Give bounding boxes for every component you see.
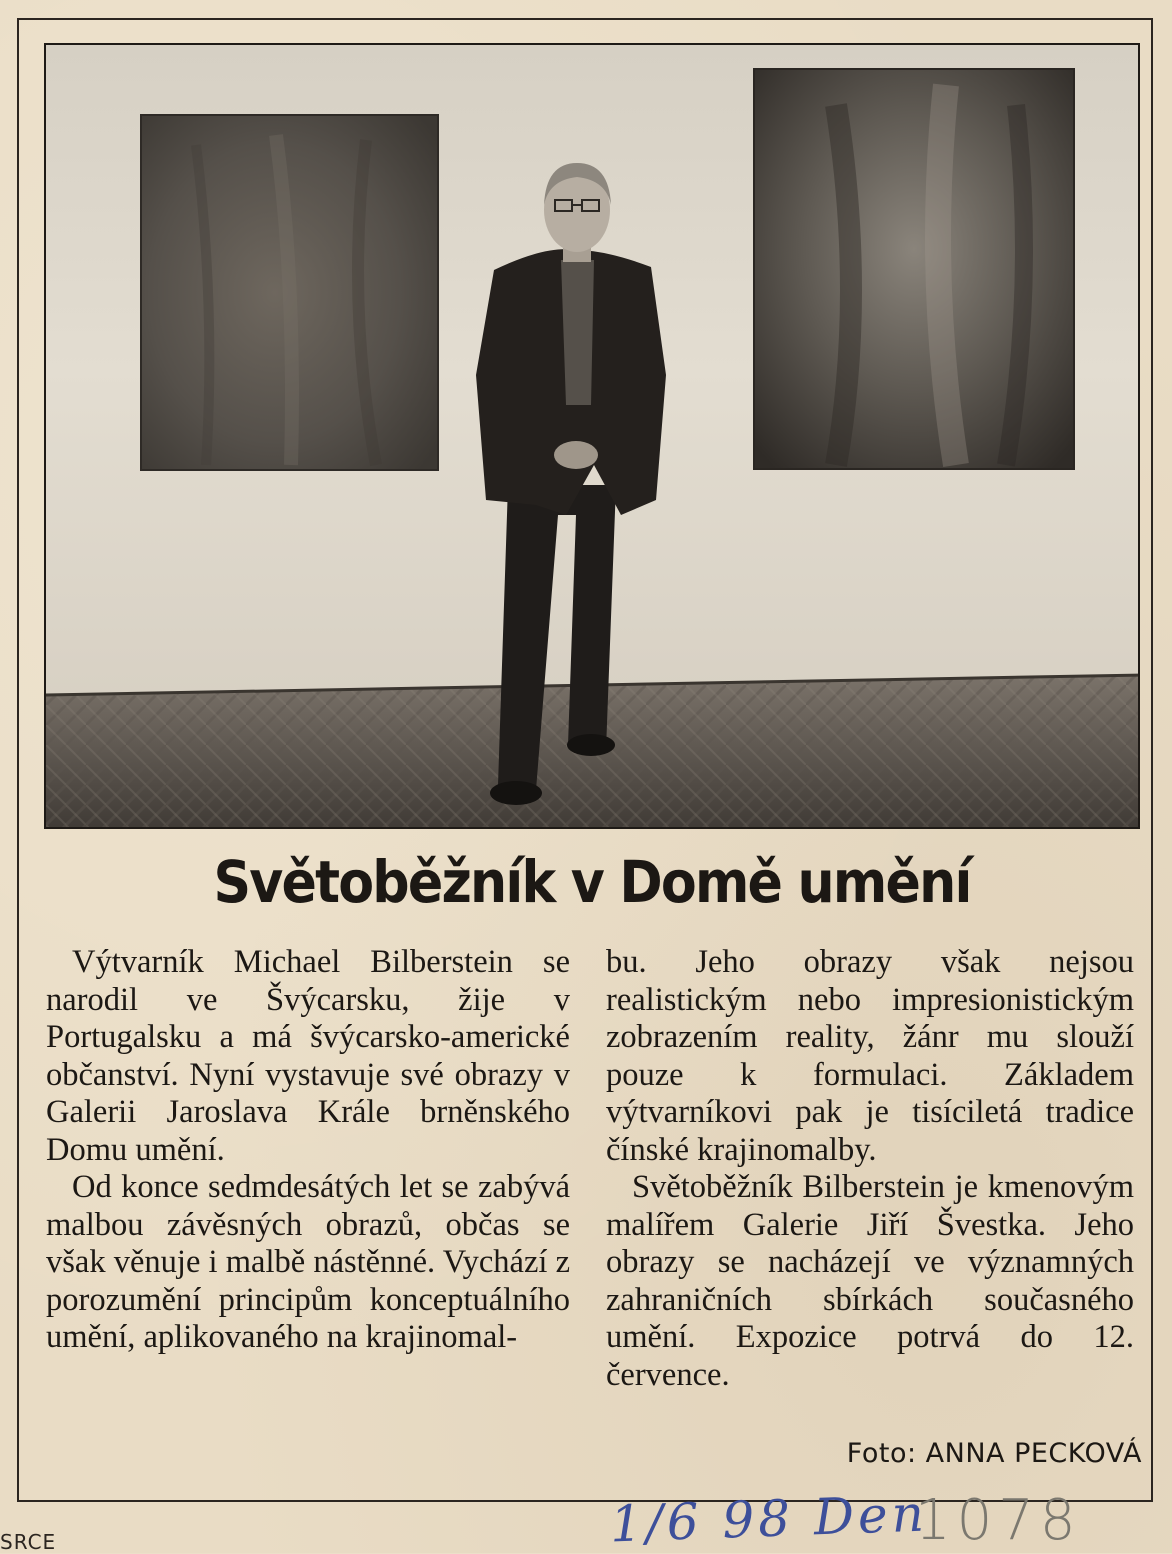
article-headline: Světoběžník v Domě umění: [213, 848, 971, 916]
paragraph: bu. Jeho obrazy však nejsou realistickým nebo impresionistickým zobrazením reality, žánr mu slouží pouze k formulaci. Základem výtvarníkovi pak je tisíciletá tradice čínské krajinomalby.: [606, 944, 1134, 1168]
paragraph: Světoběžník Bilberstein je kmenovým malířem Galerie Jiří Švestka. Jeho obrazy se nacházejí ve významných zahraničních sbírkách současného umění. Expozice potrvá do 12. července.: [606, 1169, 1134, 1393]
handwritten-date: 1/6 98 Den: [609, 1484, 929, 1554]
article-column-right: [606, 944, 1134, 1394]
article-photo: [44, 43, 1140, 829]
right-painting: [754, 69, 1074, 469]
edge-fragment: SRCE: [0, 1530, 57, 1554]
archive-number: 1078: [915, 1488, 1082, 1553]
photo-credit: Foto: ANNA PECKOVÁ: [846, 1438, 1142, 1469]
article-column-left: [46, 944, 570, 1357]
paragraph: Od konce sedmdesátých let se zabývá malbou závěsných obrazů, občas se však věnuje i malbě nástěnné. Vychází z porozumění principům konceptuálního umění, aplikovaného na krajinomal-: [46, 1169, 570, 1355]
left-painting: [141, 115, 438, 470]
paragraph: Výtvarník Michael Bilberstein se narodil ve Švýcarsku, žije v Portugalsku a má švýcarsko-americké občanství. Nyní vystavuje své obrazy v Galerii Jaroslava Krále brněnského Domu umění.: [46, 944, 570, 1168]
